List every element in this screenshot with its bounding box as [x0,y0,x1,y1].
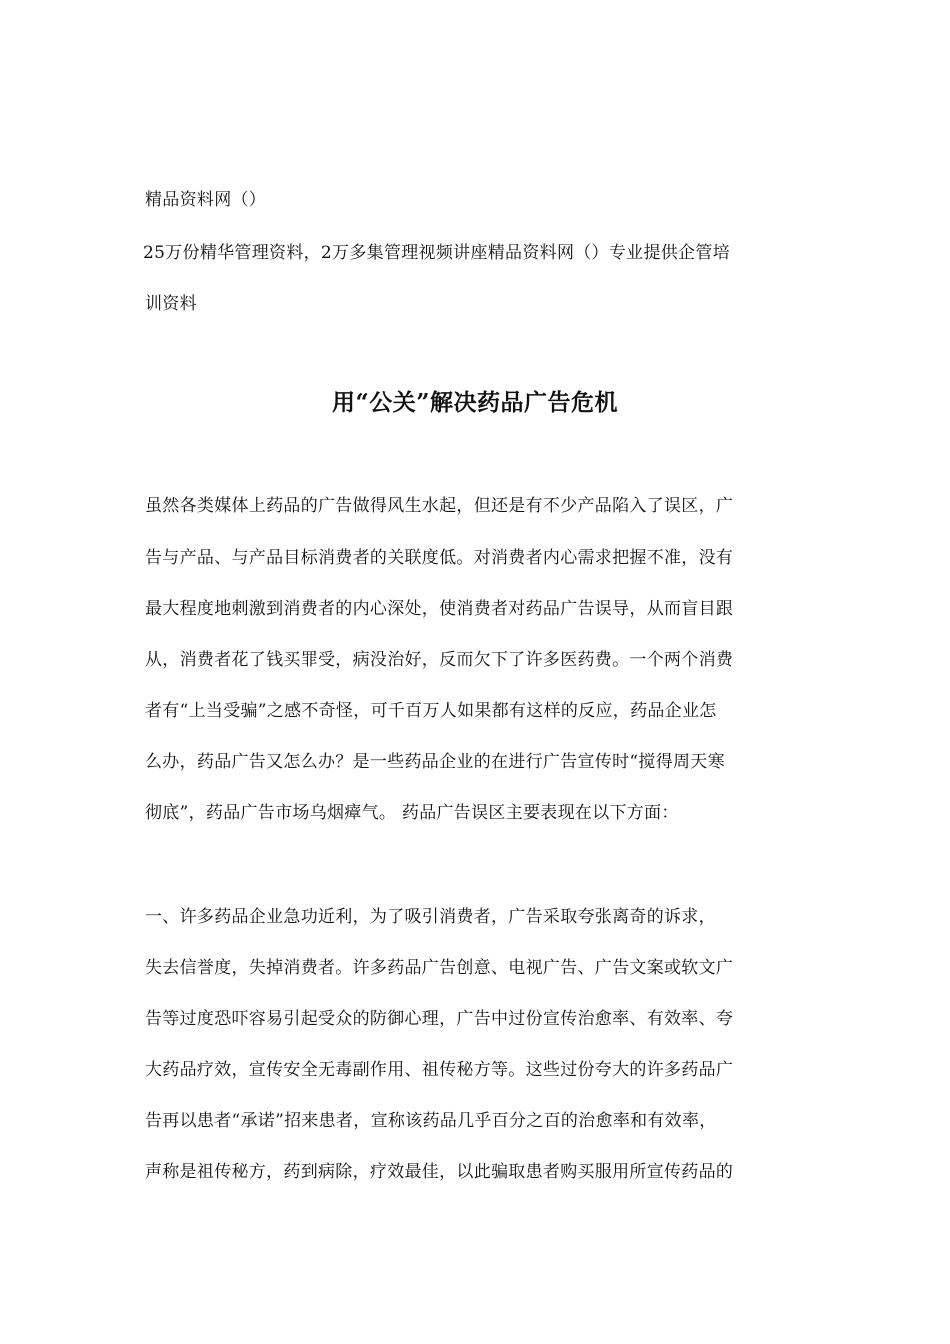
paragraph-line: 告再以患者“承诺”招来患者，宣称该药品几乎百分之百的治愈率和有效率， [145,1111,717,1131]
paragraph-line: 声称是祖传秘方，药到病除，疗效最佳，以此骗取患者购买服用所宣传药品的 [145,1162,734,1182]
promo-line: 25万份精华管理资料，2万多集管理视频讲座精品资料网（）专业提供企管培 [143,243,730,263]
paragraph-line: 最大程度地刺激到消费者的内心深处，使消费者对药品广告误导，从而盲目跟 [145,599,734,619]
site-name: 精品资料网（） [145,190,267,210]
paragraph-line: 告等过度恐吓容易引起受众的防御心理，广告中过份宣传治愈率、有效率、夸 [145,1009,734,1029]
paragraph-line: 者有“上当受骗”之感不奇怪，可千百万人如果都有这样的反应，药品企业怎 [145,701,717,721]
paragraph-line: 从，消费者花了钱买罪受，病没治好，反而欠下了许多医药费。一个两个消费 [145,650,734,670]
paragraph-line: 告与产品、与产品目标消费者的关联度低。对消费者内心需求把握不准，没有 [145,548,734,568]
paragraph-line: 大药品疗效，宣传安全无毒副作用、祖传秘方等。这些过份夸大的许多药品广 [145,1060,734,1080]
paragraph-line: 失去信誉度，失掉消费者。许多药品广告创意、电视广告、广告文案或软文广 [145,958,734,978]
paragraph-line: 虽然各类媒体上药品的广告做得风生水起，但还是有不少产品陷入了误区，广 [145,496,734,516]
paragraph-line: 么办，药品广告又怎么办？是一些药品企业的在进行广告宣传时“搅得周天寒 [145,752,725,772]
paragraph-line: 彻底”，药品广告市场乌烟瘴气。 药品广告误区主要表现在以下方面： [145,803,679,823]
article-title: 用“公关”解决药品广告危机 [332,389,618,416]
paragraph-line: 一、许多药品企业急功近利，为了吸引消费者，广告采取夸张离奇的诉求， [145,907,716,927]
promo-line: 训资料 [145,294,197,314]
